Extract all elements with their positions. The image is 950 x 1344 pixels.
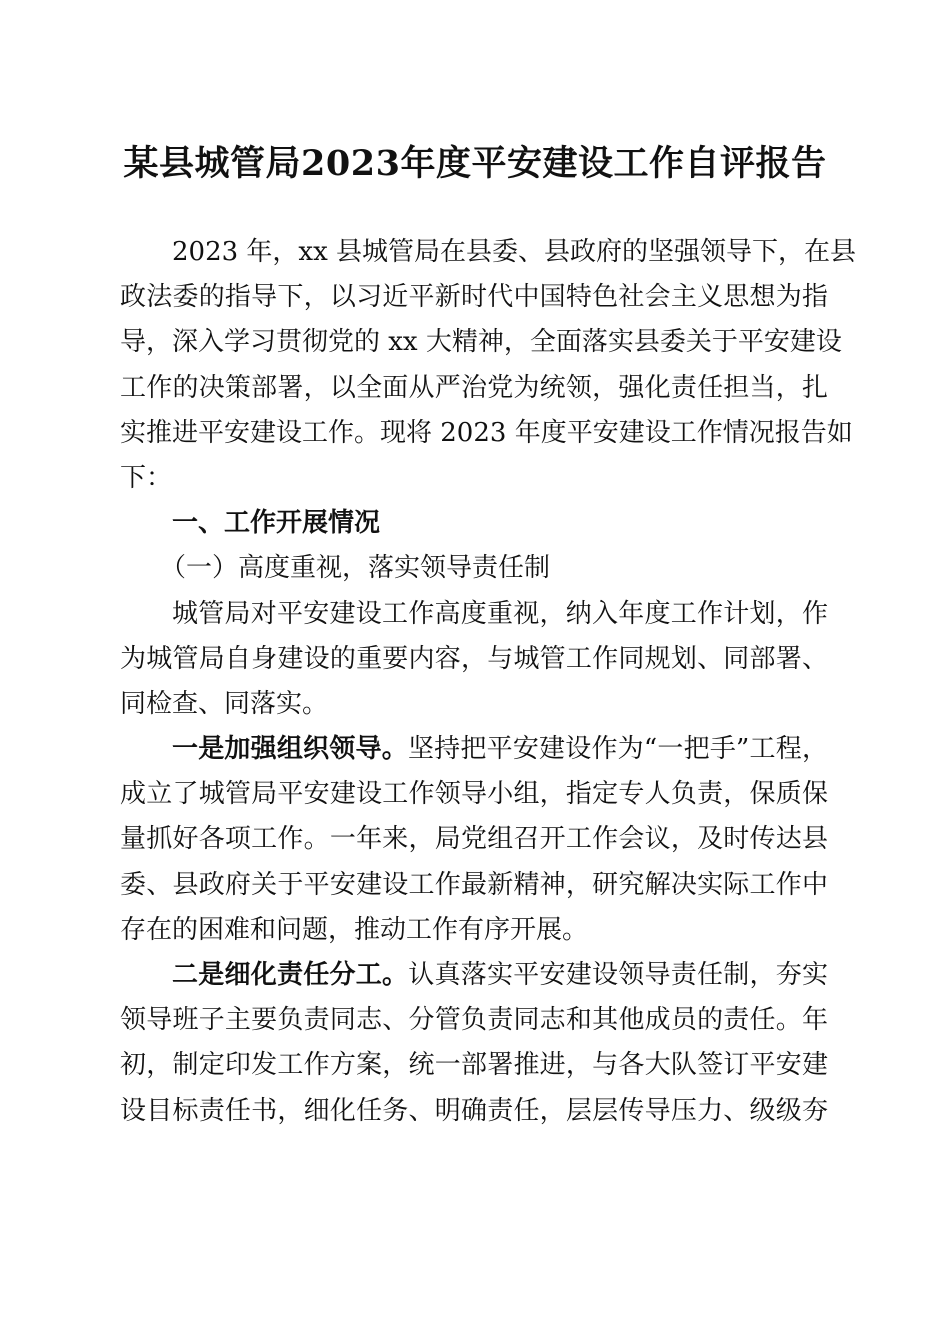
text-line: 初，制定印发工作方案，统一部署推进，与各大队签订平安建 bbox=[120, 1050, 828, 1081]
document-title: 某县城管局2023年度平安建设工作自评报告 bbox=[123, 143, 827, 184]
text-line: 委、县政府关于平安建设工作最新精神，研究解决实际工作中 bbox=[120, 869, 828, 900]
text-line: 实推进平安建设工作。现将 2023 年度平安建设工作情况报告如 bbox=[120, 417, 853, 448]
paragraph-lead: 二是细化责任分工。 bbox=[172, 960, 409, 990]
document-body bbox=[120, 230, 857, 1134]
text-line: 导，深入学习贯彻党的 xx 大精神，全面落实县委关于平安建设 bbox=[120, 327, 842, 358]
text-line: 城管局对平安建设工作高度重视，纳入年度工作计划，作 bbox=[172, 598, 828, 629]
text-line: 设目标责任书，细化任务、明确责任，层层传导压力、级级夯 bbox=[120, 1095, 828, 1126]
paragraph-lead: 一是加强组织领导。 bbox=[172, 734, 408, 765]
text-line: 政法委的指导下，以习近平新时代中国特色社会主义思想为指 bbox=[120, 282, 828, 313]
text-line bbox=[120, 727, 828, 772]
text-line: 同检查、同落实。 bbox=[120, 688, 329, 719]
text-line: 领导班子主要负责同志、分管负责同志和其他成员的责任。年 bbox=[120, 1005, 828, 1036]
text-line: 量抓好各项工作。一年来，局党组召开工作会议，及时传达县 bbox=[120, 824, 828, 855]
paragraph bbox=[120, 953, 828, 1134]
paragraph bbox=[120, 230, 857, 501]
paragraph bbox=[120, 727, 828, 953]
line-text: 认真落实平安建设领导责任制，夯实 bbox=[408, 960, 828, 990]
section-heading bbox=[120, 501, 828, 546]
text-line: 一、工作开展情况 bbox=[172, 508, 381, 539]
text-line: 工作的决策部署，以全面从严治党为统领，强化责任担当，扎 bbox=[120, 372, 828, 403]
text-line bbox=[120, 953, 828, 998]
paragraph bbox=[120, 592, 828, 728]
line-text: 坚持把平安建设作为“一把手”工程， bbox=[407, 734, 828, 765]
text-line: 成立了城管局平安建设工作领导小组，指定专人负责，保质保 bbox=[120, 779, 828, 810]
subsection-heading bbox=[120, 546, 828, 591]
text-line: 2023 年，xx 县城管局在县委、县政府的坚强领导下，在县 bbox=[172, 237, 857, 267]
text-line: （一）高度重视，落实领导责任制 bbox=[160, 553, 551, 584]
text-line: 为城管局自身建设的重要内容，与城管工作同规划、同部署、 bbox=[120, 643, 828, 674]
text-line: 下： bbox=[120, 462, 173, 493]
text-line: 存在的困难和问题，推动工作有序开展。 bbox=[120, 914, 589, 945]
